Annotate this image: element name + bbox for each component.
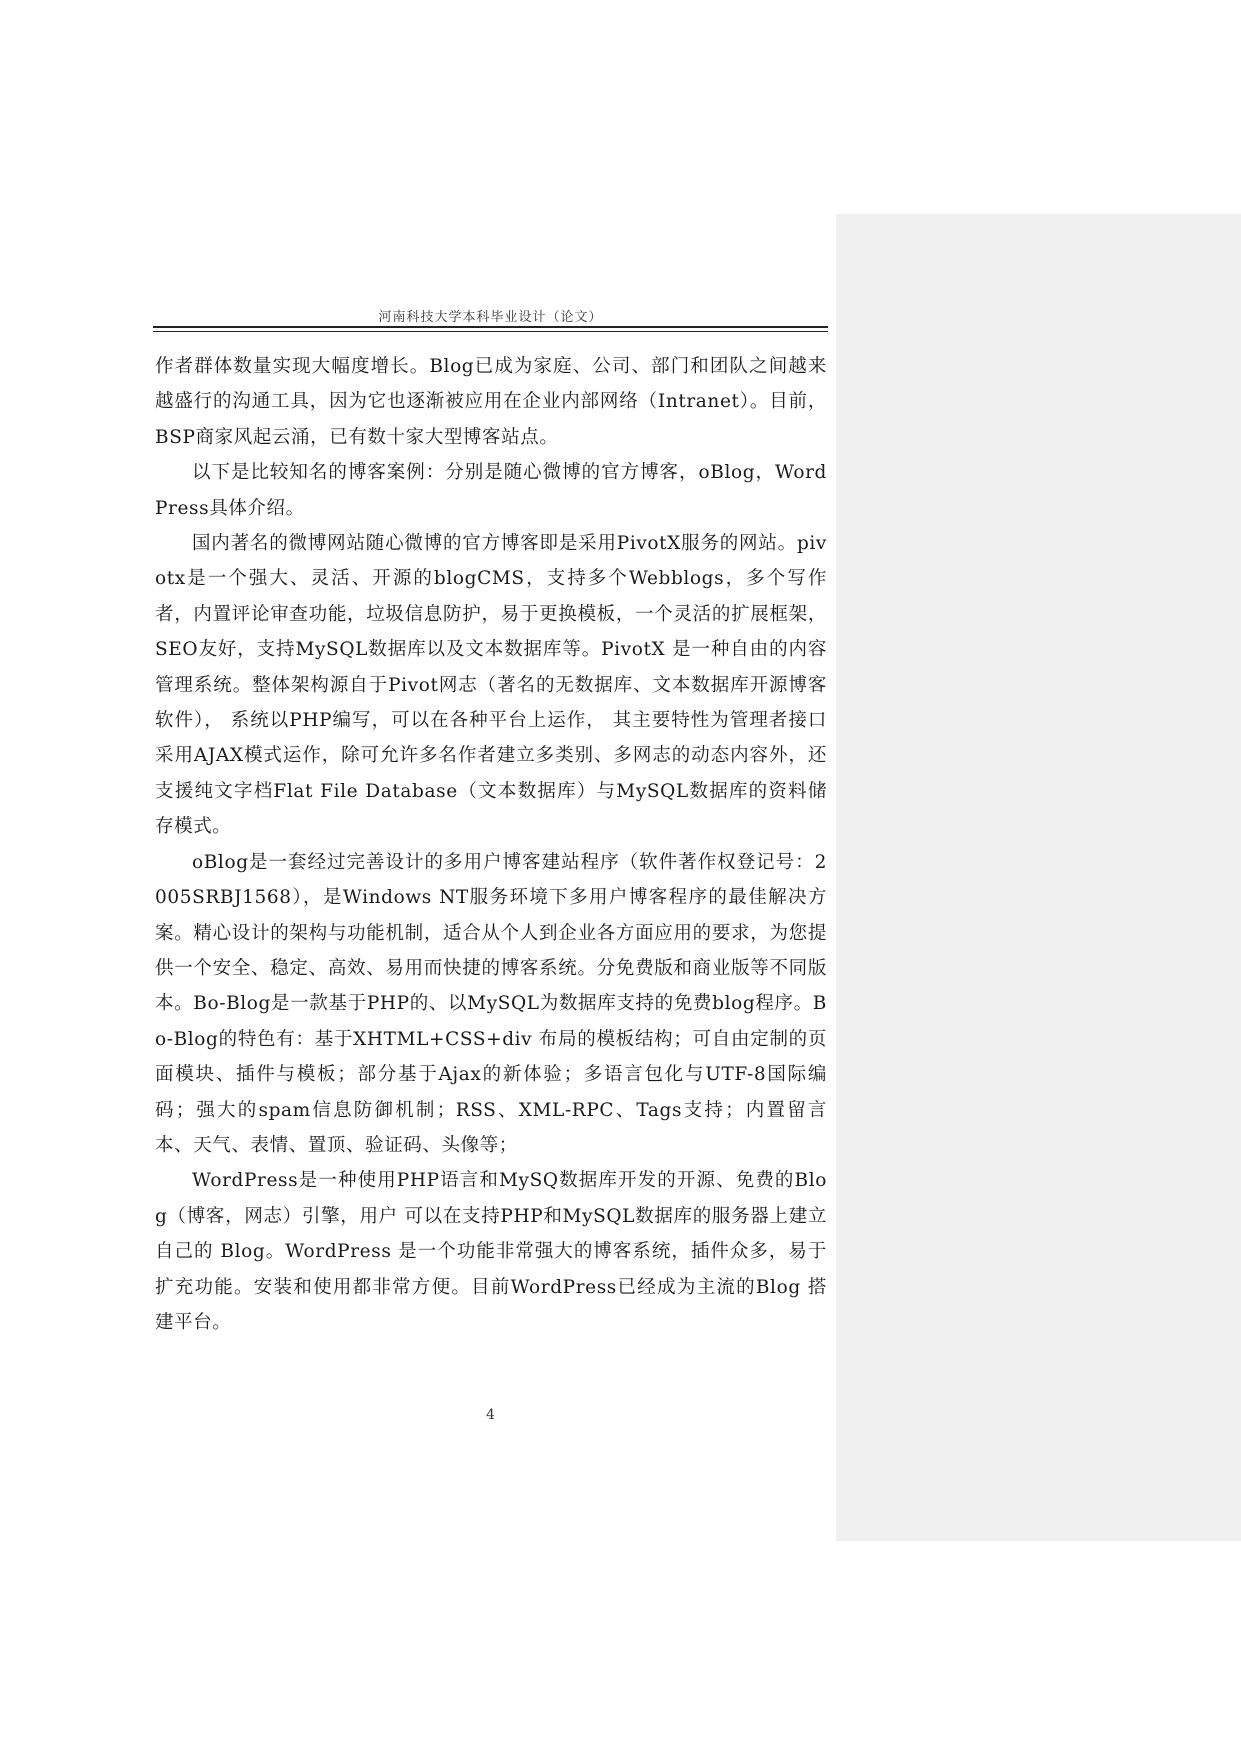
page-number: 4: [486, 1407, 495, 1423]
header-rule-thin: [153, 331, 828, 332]
comment-pane: [836, 214, 1241, 1541]
paragraph-continuation: 作者群体数量实现大幅度增长。Blog已成为家庭、公司、部门和团队之间越来越盛行的沟通工具，因为它也逐渐被应用在企业内部网络（Intranet）。目前，BSP商家风起云涌，已有数十家大型博客站点。: [155, 356, 827, 448]
paragraph-oblog: oBlog是一套经过完善设计的多用户博客建站程序（软件著作权登记号：2005SRBJ1568），是Windows NT服务环境下多用户博客程序的最佳解决方案。精心设计的架构与功能机制，适合从个人到企业各方面应用的要求，为您提供一个安全、稳定、高效、易用而快捷的博客系统。分免费版和商业版等不同版本。Bo-Blog是一款基于PHP的、以MySQL为数据库支持的免费blog程序。Bo-Blog的特色有：基于XHTML+CSS+div 布局的模板结构；可自由定制的页面模块、插件与模板；部分基于Ajax的新体验；多语言包化与UTF-8国际编码；强大的spam信息防御机制；RSS、XML-RPC、Tags支持；内置留言本、天气、表情、置顶、验证码、头像等；: [155, 851, 827, 1156]
paragraph-blog-cases-intro: 以下是比较知名的博客案例：分别是随心微博的官方博客，oBlog，WordPress具体介绍。: [155, 462, 827, 519]
document-body: [155, 349, 827, 1340]
header-rule: [153, 326, 828, 328]
paragraph-pivotx: 国内著名的微博网站随心微博的官方博客即是采用PivotX服务的网站。pivotx是一个强大、灵活、开源的blogCMS，支持多个Webblogs，多个写作者，内置评论审查功能，垃圾信息防护，易于更换模板，一个灵活的扩展框架，SEO友好，支持MySQL数据库以及文本数据库等。PivotX 是一种自由的内容管理系统。整体架构源自于Pivot网志（著名的无数据库、文本数据库开源博客软件）， 系统以PHP编写，可以在各种平台上运作， 其主要特性为管理者接口采用AJAX模式运作，除可允许多名作者建立多类别、多网志的动态内容外，还支援纯文字档Flat File Database（文本数据库）与MySQL数据库的资料储存模式。: [155, 533, 827, 838]
page-header-title: 河南科技大学本科毕业设计（论文）: [378, 310, 603, 325]
paragraph-wordpress: WordPress是一种使用PHP语言和MySQ数据库开发的开源、免费的Blog（博客，网志）引擎，用户 可以在支持PHP和MySQL数据库的服务器上建立自己的 Blog。WordPress 是一个功能非常强大的博客系统，插件众多，易于扩充功能。安装和使用都非常方便。目前WordPress已经成为主流的Blog 搭建平台。: [155, 1170, 827, 1333]
